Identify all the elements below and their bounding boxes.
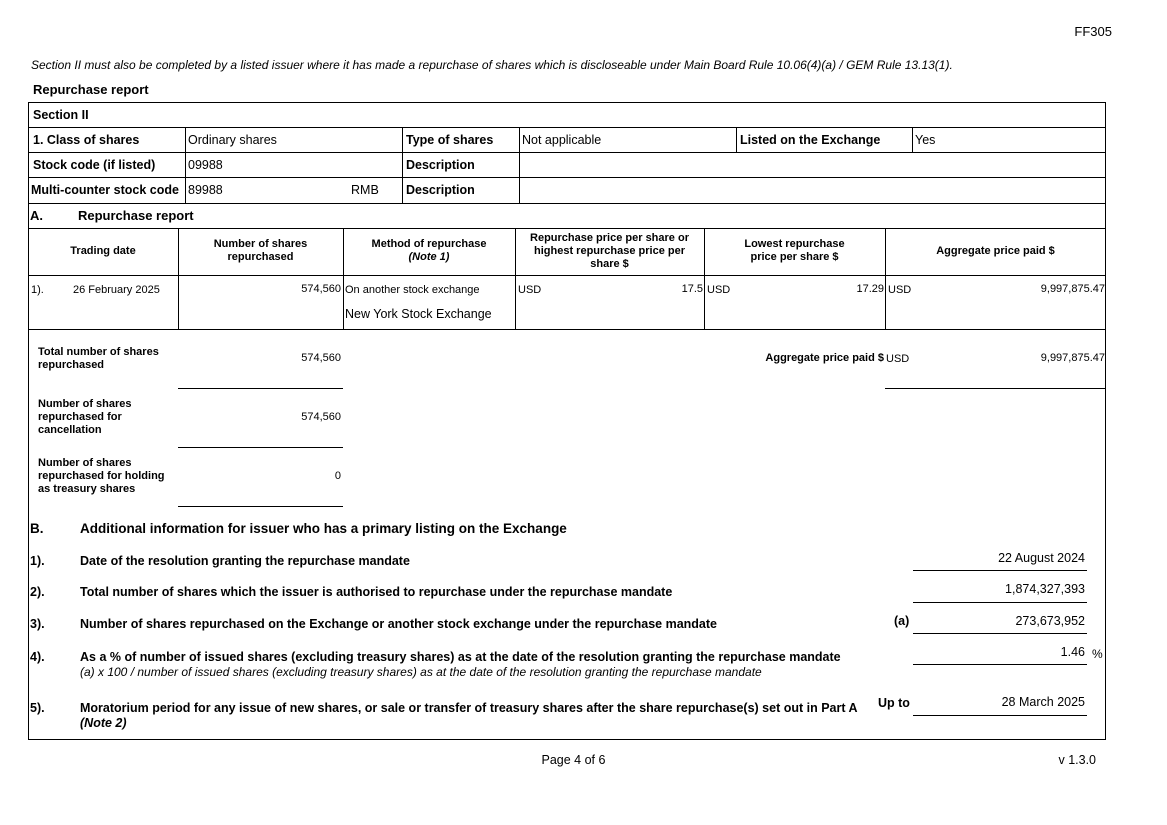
underline bbox=[913, 633, 1087, 634]
divider bbox=[912, 127, 913, 152]
b-item-text: Number of shares repurchased on the Exchange or another stock exchange under the repurchase mandate bbox=[80, 617, 717, 631]
col-price-line1: Repurchase price per share or bbox=[530, 232, 689, 244]
type-of-shares-label: Type of shares bbox=[406, 133, 494, 147]
moratorium-date-value: 28 March 2025 bbox=[1001, 695, 1085, 709]
col-lowest bbox=[704, 238, 885, 264]
col-method-line1: Method of repurchase bbox=[371, 238, 487, 250]
b-item-text: Moratorium period for any issue of new shares, or sale or transfer of treasury shares after the share repurchase(s) set out in Part A bbox=[80, 701, 858, 715]
class-of-shares-label: 1. Class of shares bbox=[33, 133, 140, 147]
cancellation-label bbox=[38, 398, 132, 437]
col-lowest-line2: price per share $ bbox=[750, 251, 839, 263]
b-item-subtext: (a) x 100 / number of issued shares (excluding treasury shares) as at the date of the resolution granting the repurchase mandate bbox=[80, 665, 762, 679]
part-a-letter: A. bbox=[30, 208, 43, 223]
divider bbox=[28, 228, 1106, 229]
divider bbox=[28, 127, 1106, 128]
percent-unit: % bbox=[1092, 647, 1103, 661]
total-shares-label-line1: Total number of shares bbox=[38, 346, 159, 358]
multi-counter-label: Multi-counter stock code bbox=[31, 183, 179, 197]
part-b-title: Additional information for issuer who has a primary listing on the Exchange bbox=[80, 521, 567, 536]
col-method bbox=[343, 238, 515, 264]
row-trading-date: 26 February 2025 bbox=[73, 284, 160, 296]
divider bbox=[28, 203, 1106, 204]
divider bbox=[28, 329, 1106, 330]
underline bbox=[913, 664, 1087, 665]
row-shares: 574,560 bbox=[301, 283, 341, 295]
cancellation-value: 574,560 bbox=[301, 411, 341, 423]
multi-counter-value: 89988 bbox=[188, 183, 223, 197]
type-of-shares-value: Not applicable bbox=[522, 133, 602, 147]
b-item-note: (Note 2) bbox=[80, 716, 127, 730]
col-lowest-line1: Lowest repurchase bbox=[744, 238, 845, 250]
b-item-text: As a % of number of issued shares (excluding treasury shares) as at the date of the resolution granting the repurchase mandate bbox=[80, 650, 841, 664]
section-title: Section II bbox=[33, 108, 89, 122]
stock-code-label: Stock code (if listed) bbox=[33, 158, 156, 172]
row-lowest: 17.29 bbox=[856, 283, 884, 295]
b-item-index: 5). bbox=[30, 701, 45, 715]
b-item-index: 1). bbox=[30, 554, 45, 568]
row-price-currency: USD bbox=[518, 284, 542, 296]
b-item-index: 3). bbox=[30, 617, 45, 631]
b-item-tag: (a) bbox=[894, 614, 910, 628]
total-aggregate-value: 9,997,875.47 bbox=[1040, 352, 1105, 364]
repurchased-shares-value: 273,673,952 bbox=[1015, 614, 1085, 628]
total-aggregate-label: Aggregate price paid $ bbox=[765, 352, 884, 364]
treasury-label bbox=[38, 457, 165, 496]
col-num-shares-line1: Number of shares bbox=[213, 238, 308, 250]
col-price-line3: share $ bbox=[590, 258, 629, 270]
treasury-value: 0 bbox=[334, 470, 341, 482]
b-item-text: Date of the resolution granting the repurchase mandate bbox=[80, 554, 410, 568]
divider bbox=[736, 127, 737, 152]
col-price bbox=[515, 232, 704, 271]
listed-value: Yes bbox=[915, 133, 936, 147]
divider bbox=[402, 127, 403, 203]
treasury-label-line2: repurchased for holding bbox=[38, 470, 165, 482]
col-num-shares bbox=[178, 238, 343, 264]
stock-code-value: 09988 bbox=[188, 158, 223, 172]
underline bbox=[885, 388, 1106, 389]
divider bbox=[519, 127, 520, 203]
divider bbox=[185, 127, 186, 203]
row-aggregate-currency: USD bbox=[888, 284, 912, 296]
total-aggregate-currency: USD bbox=[886, 353, 910, 365]
class-of-shares-value: Ordinary shares bbox=[188, 133, 277, 147]
cancellation-label-line2: repurchased for bbox=[38, 411, 122, 423]
col-aggregate: Aggregate price paid $ bbox=[936, 245, 1055, 257]
col-method-note: (Note 1) bbox=[408, 251, 450, 263]
description-label: Description bbox=[406, 158, 475, 172]
description-label-2: Description bbox=[406, 183, 475, 197]
treasury-label-line1: Number of shares bbox=[38, 457, 132, 469]
row-index: 1). bbox=[31, 284, 44, 296]
total-shares-label-line2: repurchased bbox=[38, 359, 105, 371]
intro-note: Section II must also be completed by a listed issuer where it has made a repurchase of shares which is discloseable under Main Board Rule 10.06(4)(a) / GEM Rule 13.13(1). bbox=[31, 58, 953, 72]
b-item-index: 2). bbox=[30, 585, 45, 599]
underline bbox=[913, 602, 1087, 603]
multi-counter-currency: RMB bbox=[351, 183, 379, 197]
listed-label: Listed on the Exchange bbox=[740, 133, 881, 147]
b-item-tag: Up to bbox=[878, 696, 910, 710]
part-b-letter: B. bbox=[30, 521, 44, 536]
authorised-shares-value: 1,874,327,393 bbox=[1005, 582, 1085, 596]
row-lowest-currency: USD bbox=[707, 284, 731, 296]
underline bbox=[913, 715, 1087, 716]
part-a-title: Repurchase report bbox=[78, 208, 194, 223]
report-heading: Repurchase report bbox=[33, 82, 149, 97]
col-price-line2: highest repurchase price per bbox=[534, 245, 685, 257]
treasury-label-line3: as treasury shares bbox=[38, 483, 136, 495]
cancellation-label-line1: Number of shares bbox=[38, 398, 132, 410]
row-method-line1: On another stock exchange bbox=[345, 284, 480, 296]
row-price: 17.5 bbox=[681, 283, 703, 295]
percent-value: 1.46 bbox=[1060, 645, 1085, 659]
underline bbox=[913, 570, 1087, 571]
underline bbox=[178, 447, 343, 448]
cancellation-label-line3: cancellation bbox=[38, 424, 102, 436]
b-item-text: Total number of shares which the issuer is authorised to repurchase under the repurchase mandate bbox=[80, 585, 673, 599]
total-shares-label bbox=[38, 346, 159, 372]
row-aggregate: 9,997,875.47 bbox=[1040, 283, 1105, 295]
divider bbox=[28, 275, 1106, 276]
version: v 1.3.0 bbox=[1058, 753, 1096, 767]
divider bbox=[28, 177, 1106, 178]
row-method-line2: New York Stock Exchange bbox=[345, 307, 492, 321]
underline bbox=[178, 506, 343, 507]
b-item-index: 4). bbox=[30, 650, 45, 664]
divider bbox=[885, 228, 886, 329]
total-shares-value: 574,560 bbox=[301, 352, 341, 364]
col-num-shares-line2: repurchased bbox=[227, 251, 294, 263]
underline bbox=[178, 388, 343, 389]
col-trading-date: Trading date bbox=[70, 245, 136, 257]
divider bbox=[28, 152, 1106, 153]
resolution-date-value: 22 August 2024 bbox=[998, 551, 1085, 565]
form-code: FF305 bbox=[1074, 24, 1112, 39]
page-number: Page 4 of 6 bbox=[541, 753, 606, 767]
